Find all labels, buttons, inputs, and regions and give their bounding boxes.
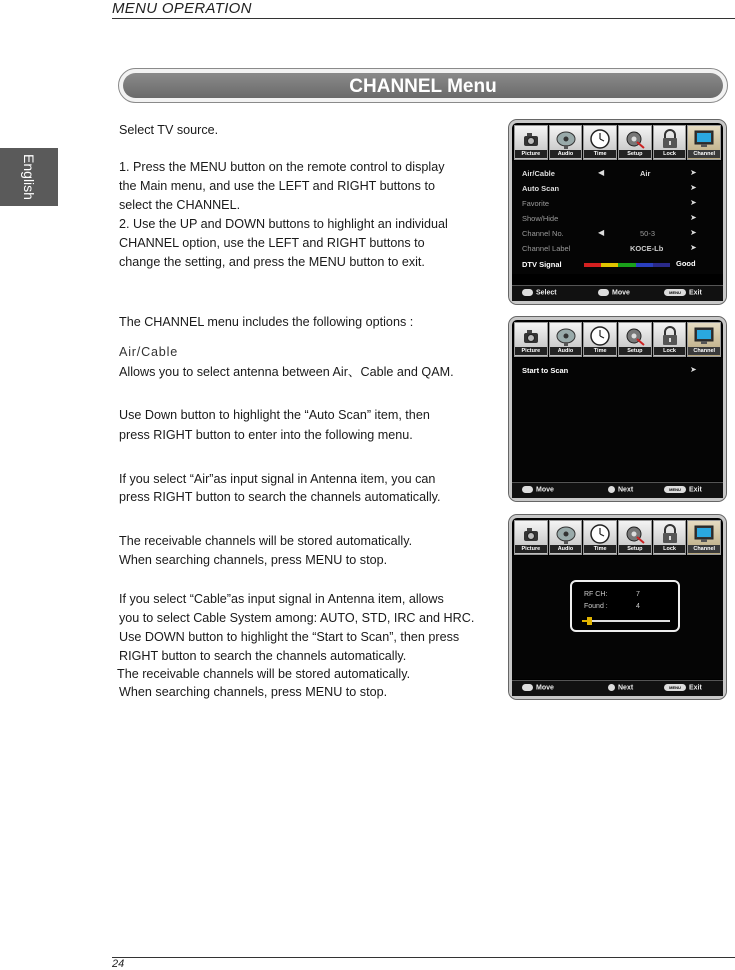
camera-icon [520, 523, 542, 545]
next-hint [608, 486, 633, 493]
tab-time-label: Time [584, 347, 616, 355]
lock-icon [659, 325, 681, 347]
menu-tabs [512, 320, 723, 358]
menu-status-bar [512, 680, 723, 696]
right-arrow-icon: ➤ [690, 183, 697, 192]
lock-icon [659, 128, 681, 150]
footer-divider [112, 957, 735, 958]
tab-audio-label: Audio [550, 347, 582, 355]
tab-channel-label: Channel [688, 545, 720, 553]
tab-setup-label: Setup [619, 545, 651, 553]
tab-lock[interactable] [653, 125, 687, 160]
found-value: 4 [636, 603, 640, 610]
tv-menu-scan-progress [509, 515, 726, 699]
stored-line2: When searching channels, press MENU to stop. [119, 553, 388, 567]
menu-list [512, 161, 723, 274]
cable-line4: RIGHT button to search the channels automatically. [119, 649, 407, 663]
tab-lock[interactable] [653, 520, 687, 555]
next-hint [608, 684, 633, 691]
monitor-icon [693, 128, 715, 150]
tab-picture[interactable] [514, 322, 548, 357]
tv-menu-auto-scan [509, 317, 726, 501]
signal-segment [636, 263, 653, 267]
menu-item-dtv-signal[interactable]: DTV Signal [522, 260, 562, 269]
scan-area [512, 556, 723, 679]
menu-list [512, 358, 723, 481]
tab-audio-label: Audio [550, 545, 582, 553]
tab-setup-label: Setup [619, 347, 651, 355]
rf-channel-label: RF CH: [584, 591, 608, 598]
signal-segment [653, 263, 670, 267]
tab-setup[interactable] [618, 125, 652, 160]
right-arrow-icon: ➤ [690, 198, 697, 207]
language-tab [0, 148, 58, 206]
tab-channel[interactable] [687, 125, 721, 160]
tab-time[interactable] [583, 125, 617, 160]
satellite-dish-icon [555, 325, 577, 347]
tab-lock-label: Lock [654, 347, 686, 355]
cable-line1: If you select “Cable”as input signal in Antenna item, allows [119, 592, 444, 606]
gear-icon [624, 325, 646, 347]
right-arrow-icon: ➤ [690, 243, 697, 252]
section-banner [118, 68, 728, 103]
cable-line6: When searching channels, press MENU to stop. [119, 685, 388, 699]
exit-hint [664, 684, 702, 691]
section-header: MENU OPERATION [112, 0, 252, 17]
tab-time-label: Time [584, 150, 616, 158]
menu-key-icon: MENU [664, 486, 686, 493]
step2-line1: 2. Use the UP and DOWN buttons to highlight an individual [119, 217, 448, 231]
signal-strength-bar [584, 263, 670, 267]
signal-segment [601, 263, 618, 267]
right-arrow-icon: ➤ [690, 168, 697, 177]
exit-hint-label: Exit [689, 486, 702, 494]
clock-icon [589, 128, 611, 150]
step1-line3: select the CHANNEL. [119, 198, 241, 212]
right-arrow-icon: ➤ [690, 213, 697, 222]
up-down-key-icon [522, 486, 533, 493]
tab-picture-label: Picture [515, 347, 547, 355]
move-hint-label: Move [536, 486, 554, 494]
menu-key-icon: MENU [664, 289, 686, 296]
tab-channel-label: Channel [688, 347, 720, 355]
left-arrow-icon: ◀ [598, 168, 605, 177]
menu-tabs [512, 518, 723, 556]
menu-item-auto-scan[interactable]: Auto Scan [522, 184, 560, 193]
gear-icon [624, 523, 646, 545]
tab-audio-label: Audio [550, 150, 582, 158]
tv-menu-channel-options [509, 120, 726, 304]
right-key-icon [608, 684, 615, 691]
cable-line3: Use DOWN button to highlight the “Start to Scan”, then press [119, 630, 460, 644]
right-arrow-icon: ➤ [690, 365, 697, 374]
tab-time-label: Time [584, 545, 616, 553]
camera-icon [520, 128, 542, 150]
channel-no-value: 50-3 [640, 229, 656, 238]
move-hint-label: Move [536, 684, 554, 692]
tab-audio[interactable] [549, 322, 583, 357]
signal-segment [584, 263, 601, 267]
satellite-dish-icon [555, 523, 577, 545]
tab-picture-label: Picture [515, 545, 547, 553]
rf-channel-value: 7 [636, 591, 640, 598]
air-cable-value: Air [640, 169, 651, 178]
tab-channel[interactable] [687, 322, 721, 357]
header-divider [112, 18, 735, 19]
tab-time[interactable] [583, 322, 617, 357]
satellite-dish-icon [555, 128, 577, 150]
lock-icon [659, 523, 681, 545]
auto-scan-line2: press RIGHT button to enter into the following menu. [119, 428, 413, 442]
select-source-text: Select TV source. [119, 123, 219, 137]
scan-progress-dialog [570, 580, 680, 632]
left-right-key-icon [598, 289, 609, 296]
tab-setup-label: Setup [619, 150, 651, 158]
cable-line2: you to select Cable System among: AUTO, STD, IRC and HRC. [119, 611, 475, 625]
air-cable-description: Allows you to select antenna between Air、Cable and QAM. [119, 365, 454, 379]
tab-picture[interactable] [514, 125, 548, 160]
tab-setup[interactable] [618, 520, 652, 555]
tab-channel[interactable] [687, 520, 721, 555]
gear-icon [624, 128, 646, 150]
exit-hint-label: Exit [689, 289, 702, 297]
step1-line2: the Main menu, and use the LEFT and RIGHT buttons to [119, 179, 435, 193]
step1-line1: 1. Press the MENU button on the remote control to display [119, 160, 445, 174]
channel-label-value: KOCE-Lb [630, 244, 664, 253]
banner-title: CHANNEL Menu [349, 76, 497, 97]
dtv-signal-value: Good [676, 259, 696, 268]
menu-item-channel-no[interactable]: Channel No. [522, 229, 564, 238]
tab-lock[interactable] [653, 322, 687, 357]
clock-icon [589, 523, 611, 545]
menu-tabs [512, 123, 723, 161]
page-number: 24 [112, 958, 125, 970]
menu-item-channel-label[interactable]: Channel Label [522, 244, 571, 253]
tab-audio[interactable] [549, 520, 583, 555]
step2-line3: change the setting, and press the MENU button to exit. [119, 255, 425, 269]
move-hint [522, 684, 554, 691]
tab-time[interactable] [583, 520, 617, 555]
right-key-icon [608, 486, 615, 493]
menu-status-bar [512, 285, 723, 301]
move-hint [598, 289, 630, 296]
cable-line5: The receivable channels will be stored automatically. [117, 667, 411, 681]
move-hint-label: Move [612, 289, 630, 297]
tab-lock-label: Lock [654, 150, 686, 158]
next-hint-label: Next [618, 684, 634, 692]
clock-icon [589, 325, 611, 347]
menu-key-icon: MENU [664, 684, 686, 691]
scan-progress-marker [587, 617, 592, 625]
air-scan-line1: If you select “Air”as input signal in Antenna item, you can [119, 472, 436, 486]
menu-item-start-to-scan[interactable]: Start to Scan [522, 366, 569, 375]
air-cable-heading: Air/Cable [119, 345, 178, 359]
menu-item-air-cable[interactable]: Air/Cable [522, 169, 555, 178]
language-tab-label: English [21, 154, 37, 200]
camera-icon [520, 325, 542, 347]
tab-picture[interactable] [514, 520, 548, 555]
step2-line2: CHANNEL option, use the LEFT and RIGHT buttons to [119, 236, 425, 250]
next-hint-label: Next [618, 486, 634, 494]
left-arrow-icon: ◀ [598, 228, 605, 237]
auto-scan-line1: Use Down button to highlight the “Auto Scan” item, then [119, 408, 430, 422]
tab-channel-label: Channel [688, 150, 720, 158]
tab-audio[interactable] [549, 125, 583, 160]
up-down-key-icon [522, 289, 533, 296]
tab-setup[interactable] [618, 322, 652, 357]
menu-status-bar [512, 482, 723, 498]
tab-lock-label: Lock [654, 545, 686, 553]
signal-segment [618, 263, 635, 267]
menu-item-favorite[interactable]: Favorite [522, 199, 550, 208]
found-label: Found : [584, 603, 608, 610]
monitor-icon [693, 325, 715, 347]
exit-hint-label: Exit [689, 684, 702, 692]
select-hint [522, 289, 557, 296]
move-hint [522, 486, 554, 493]
scan-progress-track [582, 620, 670, 622]
air-scan-line2: press RIGHT button to search the channels automatically. [119, 490, 441, 504]
menu-item-show-hide[interactable]: Show/Hide [522, 214, 559, 223]
right-arrow-icon: ➤ [690, 228, 697, 237]
exit-hint [664, 289, 702, 296]
options-intro: The CHANNEL menu includes the following options : [119, 315, 414, 329]
up-down-key-icon [522, 684, 533, 691]
tab-picture-label: Picture [515, 150, 547, 158]
select-hint-label: Select [536, 289, 557, 297]
monitor-icon [693, 523, 715, 545]
exit-hint [664, 486, 702, 493]
stored-line1: The receivable channels will be stored automatically. [119, 534, 413, 548]
